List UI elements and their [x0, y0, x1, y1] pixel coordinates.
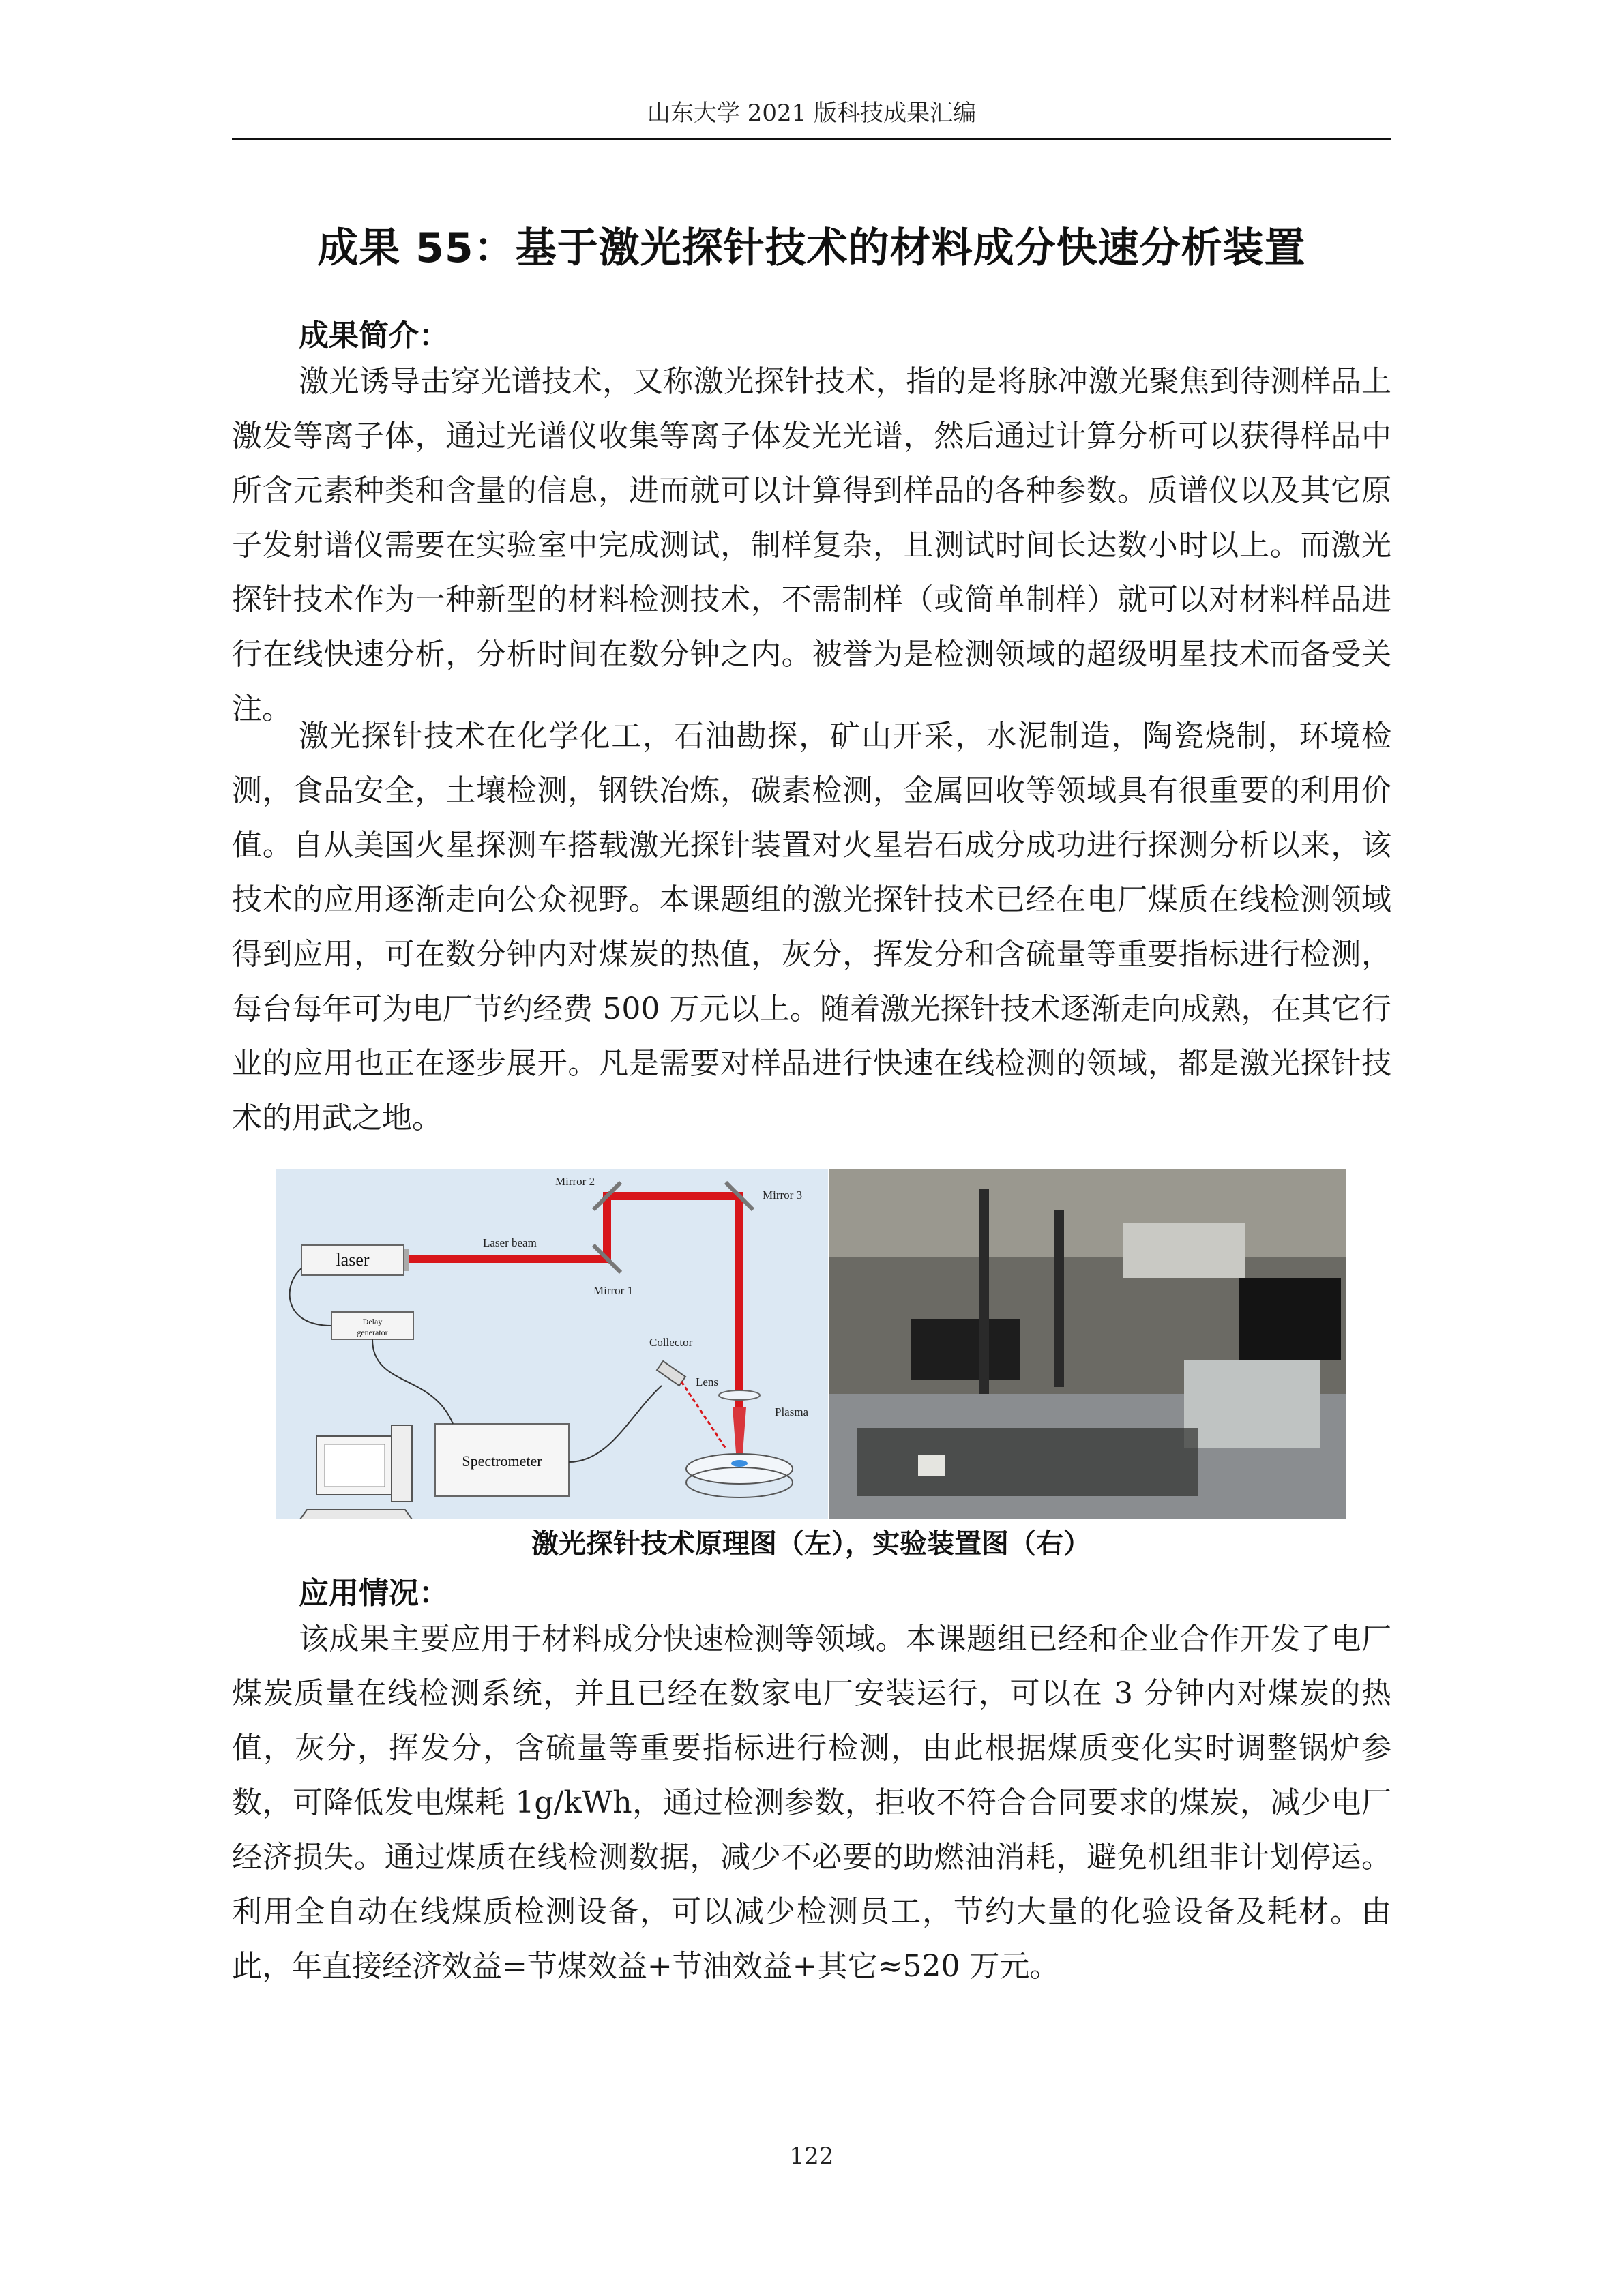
application-paragraph-1: 该成果主要应用于材料成分快速检测等领域。本课题组已经和企业合作开发了电厂煤炭质量在线检测系统，并且已经在数家电厂安装运行，可以在 3 分钟内对煤炭的热值，灰分，挥发分，含硫量等重要指标进行检测，由此根据煤质变化实时调整锅炉参数，可降低发电煤耗 1g/kWh，通过检测参数，拒收不符合合同要求的煤炭，减少电厂经济损失。通过煤质在线检测数据，减少不必要的助燃油消耗，避免机组非计划停运。利用全自动在线煤质检测设备，可以减少检测员工，节约大量的化验设备及耗材。由此，年直接经济效益=节煤效益+节油效益+其它≈520 万元。: [232, 1622, 1391, 1984]
sample-dish: [686, 1454, 793, 1484]
optical-stage: [911, 1319, 1020, 1380]
page-number: 122: [789, 2143, 834, 2170]
laser-unit: [1123, 1223, 1245, 1278]
page-title: 成果 55：基于激光探针技术的材料成分快速分析装置: [317, 224, 1306, 272]
computer-tower: [392, 1425, 412, 1502]
intro-paragraph-2: 激光探针技术在化学化工，石油勘探，矿山开采，水泥制造，陶瓷烧制，环境检测，食品安全，土壤检测，钢铁冶炼，碳素检测，金属回收等领域具有很重要的利用价值。自从美国火星探测车搭载激光探针装置对火星岩石成分成功进行探测分析以来，该技术的应用逐渐走向公众视野。本课题组的激光探针技术已经在电厂煤质在线检测领域得到应用，可在数分钟内对煤炭的热值，灰分，挥发分和含硫量等重要指标进行检测，每台每年可为电厂节约经费 500 万元以上。随着激光探针技术逐渐走向成熟，在其它行业的应用也正在逐步展开。凡是需要对样品进行快速在线检测的领域，都是激光探针技术的用武之地。: [232, 719, 1391, 1135]
collector-label: Collector: [649, 1336, 693, 1349]
intro-label: 成果简介：: [299, 318, 449, 353]
lens-label: Lens: [696, 1375, 719, 1388]
monitor: [1239, 1278, 1341, 1360]
running-header: 山东大学 2021 版科技成果汇编: [647, 100, 977, 127]
delay-label-1: Delay: [362, 1317, 383, 1326]
mirror2-label: Mirror 2: [555, 1175, 595, 1188]
lens-shape: [719, 1390, 760, 1400]
figure: [276, 1169, 1346, 1519]
spectrometer-unit: [1184, 1360, 1320, 1448]
application-label: 应用情况：: [299, 1576, 449, 1611]
laser-beam-label: Laser beam: [483, 1236, 537, 1249]
header-rule: [232, 138, 1391, 140]
plasma-label: Plasma: [775, 1405, 809, 1418]
libs-principle-diagram: [276, 1169, 828, 1519]
experiment-setup-photo: [829, 1169, 1346, 1519]
laser-label: laser: [336, 1250, 370, 1270]
spectrometer-label: Spectrometer: [462, 1452, 542, 1470]
mirror3-label: Mirror 3: [763, 1189, 803, 1202]
laser-beam-path: [409, 1196, 739, 1407]
mirror1-label: Mirror 1: [593, 1284, 634, 1297]
keyboard: [300, 1510, 412, 1519]
figure-caption: 激光探针技术原理图（左），实验装置图（右）: [531, 1528, 1091, 1560]
intro-paragraph-1: 激光诱导击穿光谱技术，又称激光探针技术，指的是将脉冲激光聚焦到待测样品上激发等离子体，通过光谱仪收集等离子体发光光谱，然后通过计算分析可以获得样品中所含元素种类和含量的信息，进而就可以计算得到样品的各种参数。质谱仪以及其它原子发射谱仪需要在实验室中完成测试，制样复杂，且测试时间长达数小时以上。而激光探针技术作为一种新型的材料检测技术，不需制样（或简单制样）就可以对材料样品进行在线快速分析，分析时间在数分钟之内。被誉为是检测领域的超级明星技术而备受关注。: [232, 364, 1391, 726]
delay-label-2: generator: [357, 1328, 388, 1337]
plasma-spot: [731, 1460, 748, 1467]
